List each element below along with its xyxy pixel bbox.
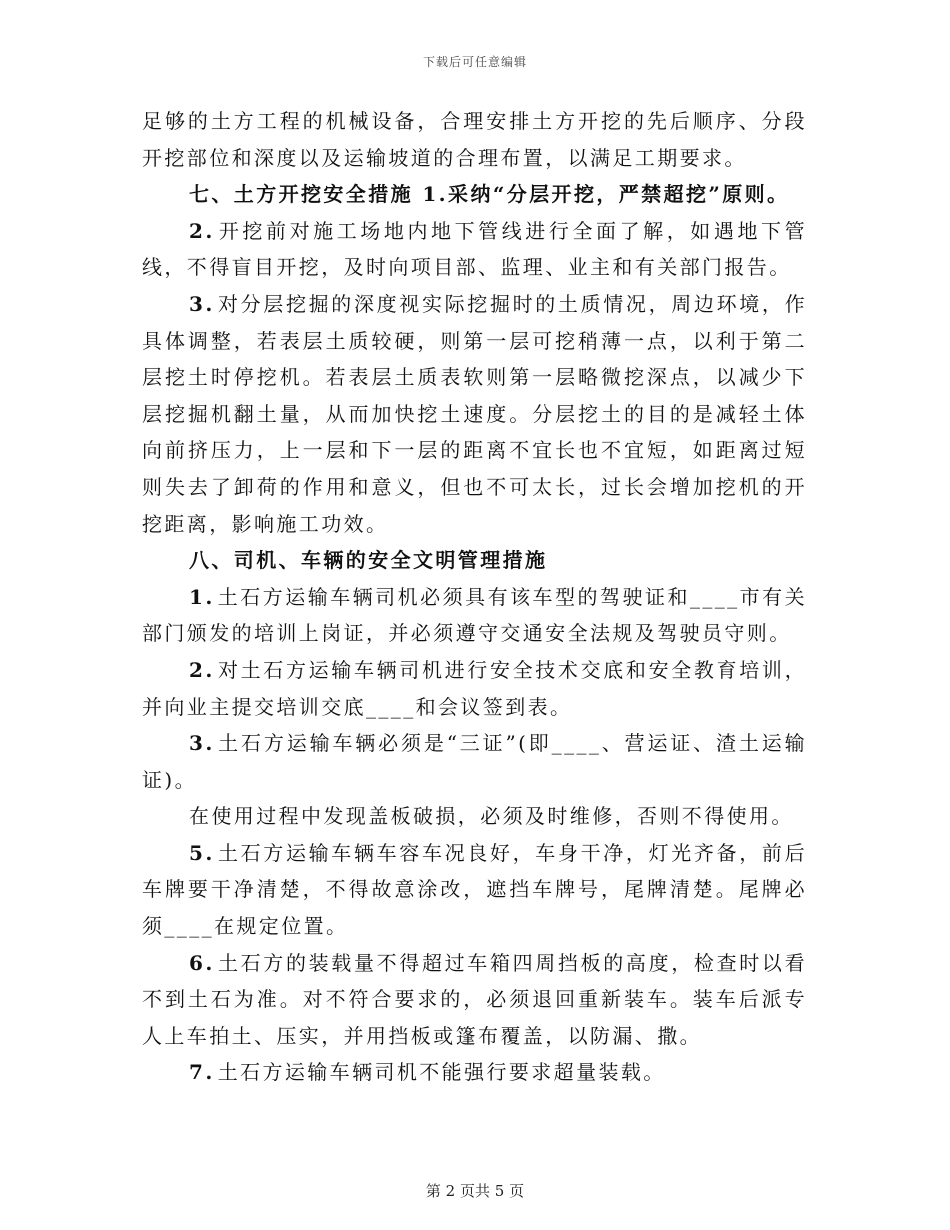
paragraph-plain xyxy=(142,798,807,835)
paragraph-item-7 xyxy=(142,1054,807,1091)
item-number: 2. xyxy=(189,657,215,682)
paragraph-item-2 xyxy=(142,213,807,286)
paragraph-item-1 xyxy=(142,579,807,652)
paragraph-text: 八、司机、车辆的安全文明管理措施 xyxy=(189,548,548,573)
item-number: 3. xyxy=(189,291,215,316)
paragraph-text: 七、土方开挖安全措施 1.采纳“分层开挖，严禁超挖”原则。 xyxy=(189,182,790,207)
paragraph-item-5 xyxy=(142,835,807,945)
item-number: 7. xyxy=(189,1060,215,1085)
item-number: 3. xyxy=(189,731,215,756)
paragraph-text: 足够的土方工程的机械设备，合理安排土方开挖的先后顺序、分段开挖部位和深度以及运输坡道的合理布置，以满足工期要求。 xyxy=(142,109,807,170)
page-footer: 第 2 页共 5 页 xyxy=(425,1182,525,1200)
paragraph-item-6 xyxy=(142,945,807,1055)
paragraph-continuation xyxy=(142,103,807,176)
paragraph-text: 土石方运输车辆司机不能强行要求超量装载。 xyxy=(217,1060,666,1085)
document-body xyxy=(142,103,807,1091)
item-number: 1. xyxy=(189,584,215,609)
paragraph-item-3b xyxy=(142,725,807,798)
paragraph-text: 对土石方运输车辆司机进行安全技术交底和安全教育培训，并向业主提交培训交底____和会议签到表。 xyxy=(142,657,807,719)
paragraph-item-3 xyxy=(142,286,807,542)
paragraph-item-2b xyxy=(142,652,807,725)
item-number: 2. xyxy=(189,218,215,243)
paragraph-text: 土石方运输车辆车容车况良好，车身干净，灯光齐备，前后车牌要干净清楚，不得故意涂改，遮挡车牌号，尾牌清楚。尾牌必须____在规定位置。 xyxy=(142,840,807,939)
paragraph-text: 土石方运输车辆必须是“三证”(即____、营运证、渣土运输证)。 xyxy=(142,731,807,792)
page-header: 下载后可任意编辑 xyxy=(422,55,527,69)
item-number: 6. xyxy=(189,950,215,975)
paragraph-text: 在使用过程中发现盖板破损，必须及时维修，否则不得使用。 xyxy=(189,804,794,829)
paragraph-text: 土石方的装载量不得超过车箱四周挡板的高度，检查时以看不到土石为准。对不符合要求的，必须退回重新装车。装车后派专人上车拍土、压实，并用挡板或篷布覆盖，以防漏、撒。 xyxy=(142,950,807,1048)
section-heading-7 xyxy=(142,176,807,213)
paragraph-text: 开挖前对施工场地内地下管线进行全面了解，如遇地下管线，不得盲目开挖，及时向项目部、监理、业主和有关部门报告。 xyxy=(142,218,807,280)
item-number: 5. xyxy=(189,840,215,865)
paragraph-text: 对分层挖掘的深度视实际挖掘时的土质情况，周边环境，作具体调整，若表层土质较硬，则第一层可挖稍薄一点，以利于第二层挖土时停挖机。若表层土质表软则第一层略微挖深点，以减少下层挖掘机翻土量，从而加快挖土速度。分层挖土的目的是减轻土体向前挤压力，上一层和下一层的距离不宜长也不宜短，如距离过短则失去了卸荷的作用和意义，但也不可太长，过长会增加挖机的开挖距离，影响施工功效。 xyxy=(142,291,807,536)
paragraph-text: 土石方运输车辆司机必须具有该车型的驾驶证和____市有关部门颁发的培训上岗证，并必须遵守交通安全法规及驾驶员守则。 xyxy=(142,584,807,646)
section-heading-8 xyxy=(142,542,807,579)
